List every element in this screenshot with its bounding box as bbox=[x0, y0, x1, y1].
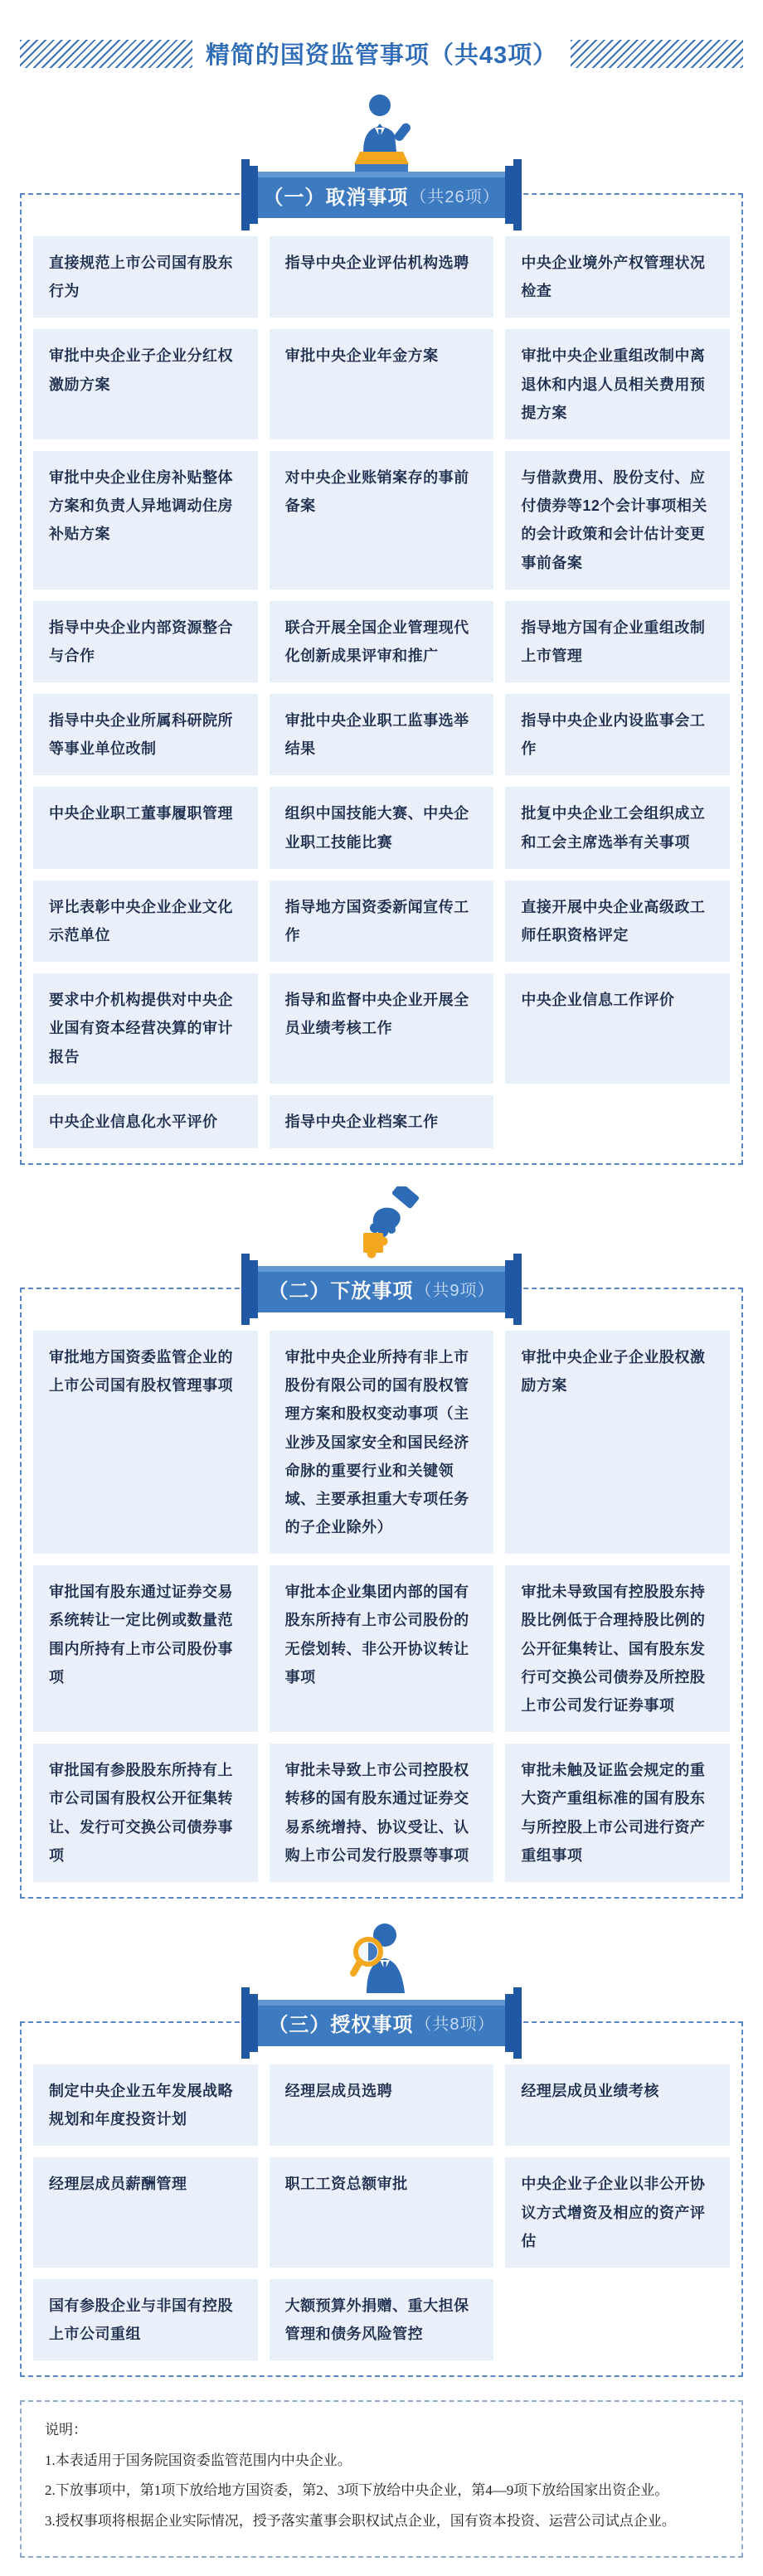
scroll-cap-right-icon bbox=[505, 1994, 522, 2052]
item-cell: 审批未触及证监会规定的重大资产重组标准的国有股东与所控股上市公司进行资产重组事项 bbox=[505, 1744, 730, 1882]
hand-puzzle-icon bbox=[20, 1186, 743, 1266]
item-cell: 审批中央企业子企业分红权激励方案 bbox=[33, 329, 258, 439]
item-cell: 组织中国技能大赛、中央企业职工技能比赛 bbox=[270, 787, 494, 868]
item-cell: 审批国有股东通过证券交易系统转让一定比例或数量范围内所持有上市公司股份事项 bbox=[33, 1565, 258, 1732]
item-cell: 经理层成员业绩考核 bbox=[505, 2064, 730, 2146]
notes-list bbox=[45, 2446, 718, 2537]
page-title: 精简的国资监管事项（共43项） bbox=[205, 42, 558, 69]
authorized-banner bbox=[250, 2000, 513, 2046]
cancelled-items-box bbox=[20, 186, 743, 1165]
item-cell: 大额预算外捐赠、重大担保管理和债务风险管控 bbox=[270, 2279, 494, 2360]
scroll-cap-left-icon bbox=[241, 166, 258, 224]
note-line: 1.本表适用于国务院国资委监管范围内中央企业。 bbox=[45, 2452, 352, 2468]
cancelled-banner bbox=[250, 172, 513, 218]
authorized-items-box bbox=[20, 2014, 743, 2377]
scroll-cap-right-icon bbox=[505, 1260, 522, 1318]
item-cell: 指导地方国资委新闻宣传工作 bbox=[270, 880, 494, 962]
item-cell: 直接开展中央企业高级政工师任职资格评定 bbox=[505, 880, 730, 962]
delegated-banner bbox=[250, 1266, 513, 1312]
item-cell: 审批中央企业职工监事选举结果 bbox=[270, 694, 494, 775]
item-cell: 与借款费用、股份支付、应付债券等12个会计事项相关的会计政策和会计估计变更事前备案 bbox=[505, 451, 730, 589]
item-cell: 中央企业子企业以非公开协议方式增资及相应的资产评估 bbox=[505, 2157, 730, 2268]
cancelled-items-grid bbox=[33, 236, 730, 1148]
item-cell: 审批本企业集团内部的国有股东所持有上市公司股份的无偿划转、非公开协议转让事项 bbox=[270, 1565, 494, 1732]
delegated-items-box bbox=[20, 1280, 743, 1899]
item-cell: 指导和监督中央企业开展全员业绩考核工作 bbox=[270, 973, 494, 1084]
item-cell: 经理层成员薪酬管理 bbox=[33, 2157, 258, 2268]
item-cell: 审批国有参股股东所持有上市公司国有股权公开征集转让、发行可交换公司债券事项 bbox=[33, 1744, 258, 1882]
item-cell: 要求中介机构提供对中央企业国有资本经营决算的审计报告 bbox=[33, 973, 258, 1084]
item-cell: 对中央企业账销案存的事前备案 bbox=[270, 451, 494, 589]
banner-count: （共26项） bbox=[410, 187, 500, 206]
section-delegated bbox=[20, 1186, 743, 1899]
item-cell: 审批中央企业重组改制中离退休和内退人员相关费用预提方案 bbox=[505, 329, 730, 439]
scroll-cap-left-icon bbox=[241, 1260, 258, 1318]
item-cell: 指导中央企业内设监事会工作 bbox=[505, 694, 730, 775]
delegated-items-grid bbox=[33, 1331, 730, 1882]
item-cell: 国有参股企业与非国有控股上市公司重组 bbox=[33, 2279, 258, 2360]
item-cell: 批复中央企业工会组织成立和工会主席选举有关事项 bbox=[505, 787, 730, 868]
item-cell: 审批地方国资委监管企业的上市公司国有股权管理事项 bbox=[33, 1331, 258, 1554]
item-cell: 指导中央企业档案工作 bbox=[270, 1095, 494, 1148]
item-cell: 审批未导致上市公司控股权转移的国有股东通过证券交易系统增持、协议受让、认购上市公司发行股票等事项 bbox=[270, 1744, 494, 1882]
notes-label: 说明： bbox=[45, 2422, 87, 2438]
scroll-cap-right-icon bbox=[505, 166, 522, 224]
banner-title: （三）授权事项 bbox=[268, 2014, 414, 2037]
note-line: 2.下放事项中，第1项下放给地方国资委，第2、3项下放给中央企业，第4—9项下放给国家出资企业。 bbox=[45, 2482, 669, 2499]
authorized-items-grid bbox=[33, 2064, 730, 2360]
item-cell: 审批中央企业子企业股权激励方案 bbox=[505, 1331, 730, 1554]
hatch-stripes-right bbox=[571, 40, 743, 68]
item-cell: 指导中央企业内部资源整合与合作 bbox=[33, 601, 258, 682]
item-cell: 指导中央企业所属科研院所等事业单位改制 bbox=[33, 694, 258, 775]
item-cell: 制定中央企业五年发展战略规划和年度投资计划 bbox=[33, 2064, 258, 2146]
item-cell: 中央企业境外产权管理状况检查 bbox=[505, 236, 730, 318]
magnifier-person-icon bbox=[20, 1920, 743, 2000]
hatch-stripes-left bbox=[20, 40, 192, 68]
note-line: 3.授权事项将根据企业实际情况，授予落实董事会职权试点企业，国有资本投资、运营公司试点企业。 bbox=[45, 2512, 676, 2529]
item-cell: 评比表彰中央企业企业文化示范单位 bbox=[33, 880, 258, 962]
item-cell: 直接规范上市公司国有股东行为 bbox=[33, 236, 258, 318]
item-cell: 指导中央企业评估机构选聘 bbox=[270, 236, 494, 318]
banner-count: （共9项） bbox=[415, 1282, 495, 1301]
item-cell: 审批中央企业年金方案 bbox=[270, 329, 494, 439]
section-authorized bbox=[20, 1920, 743, 2377]
banner-title: （二）下放事项 bbox=[268, 1280, 414, 1303]
item-cell: 中央企业职工董事履职管理 bbox=[33, 787, 258, 868]
item-cell: 职工工资总额审批 bbox=[270, 2157, 494, 2268]
section-cancelled bbox=[20, 92, 743, 1165]
notes-box bbox=[20, 2400, 743, 2558]
item-cell: 指导地方国有企业重组改制上市管理 bbox=[505, 601, 730, 682]
item-cell: 审批中央企业住房补贴整体方案和负责人异地调动住房补贴方案 bbox=[33, 451, 258, 589]
item-cell: 经理层成员选聘 bbox=[270, 2064, 494, 2146]
item-cell: 审批中央企业所持有非上市股份有限公司的国有股权管理方案和股权变动事项（主业涉及国家安全和国民经济命脉的重要行业和关键领域、主要承担重大专项任务的子企业除外） bbox=[270, 1331, 494, 1554]
item-cell: 审批未导致国有控股股东持股比例低于合理持股比例的公开征集转让、国有股东发行可交换公司债券及所控股上市公司发行证券事项 bbox=[505, 1565, 730, 1732]
item-cell: 中央企业信息工作评价 bbox=[505, 973, 730, 1084]
item-cell: 联合开展全国企业管理现代化创新成果评审和推广 bbox=[270, 601, 494, 682]
item-cell: 中央企业信息化水平评价 bbox=[33, 1095, 258, 1148]
page-header bbox=[20, 36, 743, 70]
banner-count: （共8项） bbox=[415, 2016, 495, 2035]
podium-speaker-icon bbox=[20, 92, 743, 172]
scroll-cap-left-icon bbox=[241, 1994, 258, 2052]
banner-title: （一）取消事项 bbox=[263, 186, 409, 209]
